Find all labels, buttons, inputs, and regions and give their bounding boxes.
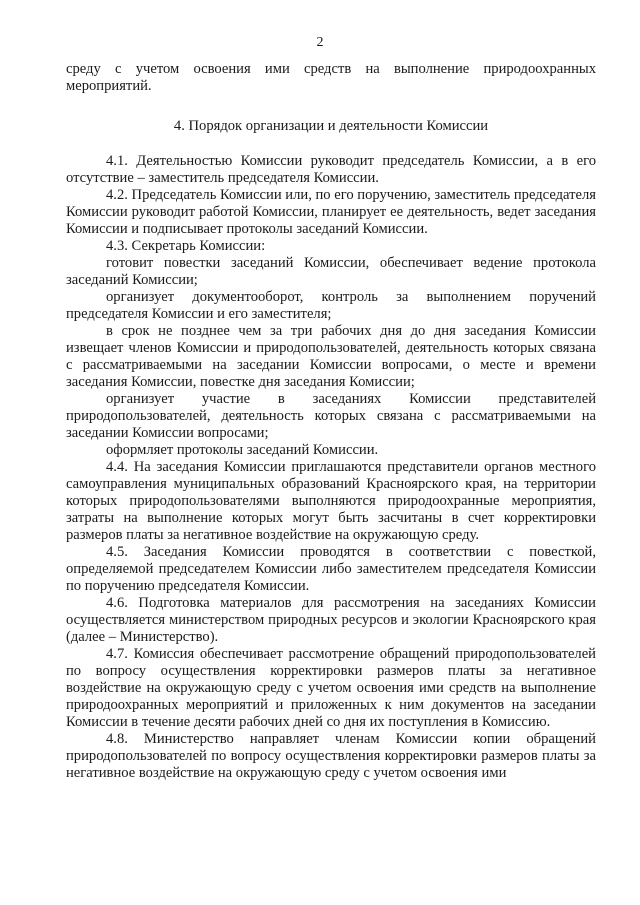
paragraph-4-3-item: в срок не позднее чем за три рабочих дня до дня заседания Комиссии извещает членов Комиссии и природопользователей, деятельность которых связана с рассматриваемыми на заседании Комиссии вопросами, о месте и времени заседания Комиссии, повестке дня заседания Комиссии;	[66, 323, 596, 390]
document-body	[66, 61, 596, 782]
paragraph-4-3-item: организует участие в заседаниях Комиссии представителей природопользователей, деятельность которых связана с рассматриваемыми на заседании Комиссии вопросами;	[66, 391, 596, 441]
paragraph-4-3-item: готовит повестки заседаний Комиссии, обеспечивает ведение протокола заседаний Комиссии;	[66, 255, 596, 288]
section-heading: 4. Порядок организации и деятельности Комиссии	[173, 118, 489, 134]
paragraph-4-4: 4.4. На заседания Комиссии приглашаются представители органов местного самоуправления муниципальных образований Красноярского края, на территории которых природопользователями выполняются природоохранные мероприятия, затраты на выполнение которых могут быть засчитаны в счет корректировки размеров платы за негативное воздействие на окружающую среду.	[66, 459, 596, 543]
page-number: 2	[316, 35, 324, 50]
paragraph-4-7: 4.7. Комиссия обеспечивает рассмотрение обращений природопользователей по вопросу осуществления корректировки размеров платы за негативное воздействие на окружающую среду с учетом освоения ими средств на выполнение природоохранных мероприятий и приложенных к ним документов на заседании Комиссии в течение десяти рабочих дней со дня их поступления в Комиссию.	[66, 646, 596, 730]
paragraph-4-3-item: оформляет протоколы заседаний Комиссии.	[106, 442, 379, 458]
paragraph-4-8: 4.8. Министерство направляет членам Комиссии копии обращений природопользователей по вопросу осуществления корректировки размеров платы за негативное воздействие на окружающую среду с учетом освоения ими	[66, 731, 596, 781]
paragraph-4-6: 4.6. Подготовка материалов для рассмотрения на заседаниях Комиссии осуществляется министерством природных ресурсов и экологии Красноярского края (далее – Министерство).	[66, 595, 596, 645]
paragraph-4-3-item: организует документооборот, контроль за выполнением поручений председателя Комиссии и его заместителя;	[66, 289, 596, 322]
intro-continuation: среду с учетом освоения ими средств на выполнение природоохранных мероприятий.	[66, 61, 596, 94]
paragraph-4-1: 4.1. Деятельностью Комиссии руководит председатель Комиссии, а в его отсутствие – заместитель председателя Комиссии.	[66, 153, 596, 186]
paragraph-4-5: 4.5. Заседания Комиссии проводятся в соответствии с повесткой, определяемой председателем Комиссии либо заместителем председателя Комиссии по поручению председателя Комиссии.	[66, 544, 596, 594]
paragraph-4-2: 4.2. Председатель Комиссии или, по его поручению, заместитель председателя Комиссии руководит работой Комиссии, планирует ее деятельность, ведет заседания Комиссии и подписывает протоколы заседаний Комиссии.	[66, 187, 596, 237]
paragraph-4-3: 4.3. Секретарь Комиссии:	[106, 238, 266, 254]
